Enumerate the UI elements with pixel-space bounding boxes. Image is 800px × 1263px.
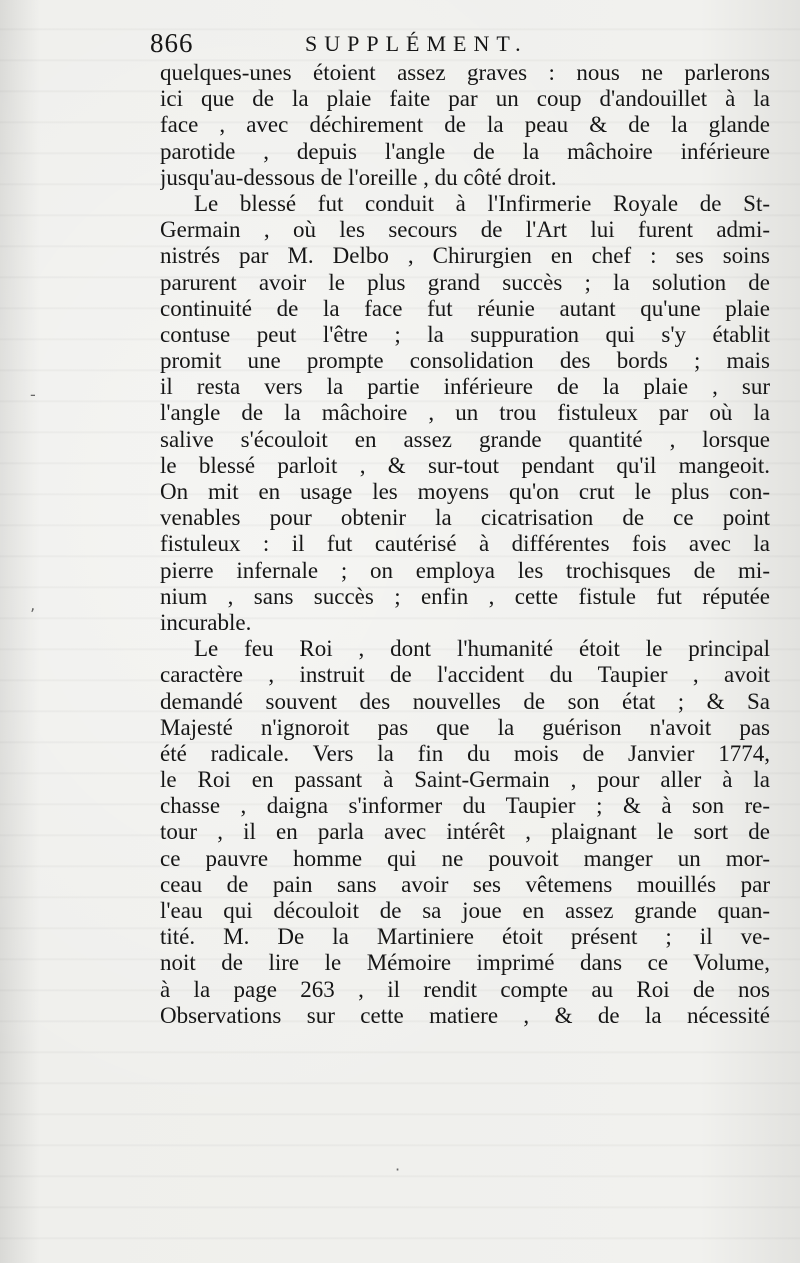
paragraph-start-line: Le blessé fut conduit à l'Infirmerie Royale de St-: [194, 190, 770, 216]
margin-stray-mark: ʼ: [30, 605, 36, 624]
text-line: Observations sur cette matiere , & de la nécessité: [160, 1002, 770, 1028]
text-line: Germain , où les secours de l'Art lui furent admi-: [160, 217, 770, 243]
text-line: chasse , daigna s'informer du Taupier ; & à son re-: [160, 793, 770, 819]
text-line: été radicale. Vers la fin du mois de Janvier 1774,: [160, 740, 770, 766]
text-line: à la page 263 , il rendit compte au Roi de nos: [160, 976, 770, 1002]
text-line: ce pauvre homme qui ne pouvoit manger un mor-: [160, 845, 770, 871]
text-line: nistrés par M. Delbo , Chirurgien en chef : ses soins: [160, 243, 770, 269]
text-line: l'angle de la mâchoire , un trou fistuleux par où la: [160, 400, 770, 426]
text-line: demandé souvent des nouvelles de son état ; & Sa: [160, 688, 770, 714]
text-line: ceau de pain sans avoir ses vêtemens mouillés par: [160, 871, 770, 897]
text-line: venables pour obtenir la cicatrisation de ce point: [160, 505, 770, 531]
text-line: caractère , instruit de l'accident du Taupier , avoit: [160, 662, 770, 688]
text-line: fistuleux : il fut cautérisé à différentes fois avec la: [160, 531, 770, 557]
text-line: ici que de la plaie faite par un coup d'andouillet à la: [160, 86, 770, 112]
text-line: promit une prompte consolidation des bords ; mais: [160, 348, 770, 374]
text-line: jusqu'au-dessous de l'oreille , du côté droit.: [160, 164, 557, 190]
text-line: parurent avoir le plus grand succès ; la solution de: [160, 269, 770, 295]
page-number: 866: [150, 28, 194, 58]
margin-stray-mark: ‐: [30, 385, 36, 404]
text-line: nium , sans succès ; enfin , cette fistule fut réputée: [160, 583, 770, 609]
paragraph-start-line: Le feu Roi , dont l'humanité étoit le principal: [194, 636, 770, 662]
body-text: [160, 60, 770, 1029]
text-line: continuité de la face fut réunie autant qu'une plaie: [160, 295, 770, 321]
text-line: quelques-unes étoient assez graves : nous ne parlerons: [160, 60, 770, 85]
text-line: contuse peut l'être ; la suppuration qui s'y établit: [160, 321, 770, 347]
text-line: le blessé parloit , & sur-tout pendant qu'il mangeoit.: [160, 452, 770, 478]
text-line: l'eau qui découloit de sa joue en assez grande quan-: [160, 898, 770, 923]
text-line: pierre infernale ; on employa les trochisques de mi-: [160, 557, 770, 583]
text-line: face , avec déchirement de la peau & de la glande: [160, 112, 770, 138]
page-header: [150, 28, 770, 62]
ink-speck: ·: [395, 1160, 401, 1179]
text-line: incurable.: [160, 609, 252, 635]
text-line: le Roi en passant à Saint-Germain , pour aller à la: [160, 767, 770, 793]
text-line: On mit en usage les moyens qu'on crut le plus con-: [160, 479, 770, 504]
text-line: il resta vers la partie inférieure de la plaie , sur: [160, 374, 770, 400]
text-line: tité. M. De la Martiniere étoit présent ; il ve-: [160, 924, 770, 950]
text-line: parotide , depuis l'angle de la mâchoire inférieure: [160, 138, 770, 164]
text-line: salive s'écouloit en assez grande quantité , lorsque: [160, 426, 770, 452]
running-head: SUPPLÉMENT.: [305, 31, 528, 56]
text-line: tour , il en parla avec intérêt , plaignant le sort de: [160, 819, 770, 845]
text-line: Majesté n'ignoroit pas que la guérison n'avoit pas: [160, 714, 770, 740]
text-line: noit de lire le Mémoire imprimé dans ce Volume,: [160, 950, 770, 976]
